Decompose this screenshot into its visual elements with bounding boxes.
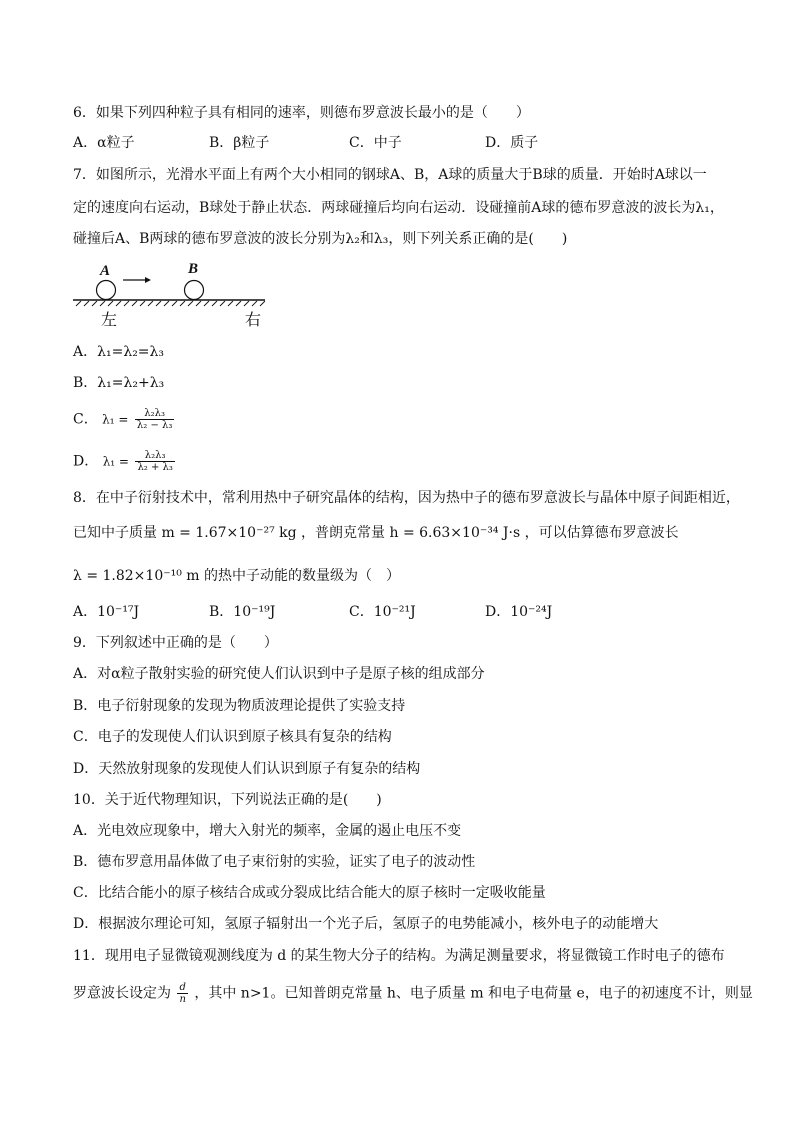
q7-option-a[interactable]: A．λ₁=λ₂=λ₃ <box>73 344 165 360</box>
q7-option-d-fraction <box>135 450 174 473</box>
q8-option-d[interactable]: D．10⁻²⁴J <box>485 604 553 620</box>
ball-b <box>185 281 204 300</box>
ground-hatching <box>76 301 265 306</box>
q8-stem-line-3: λ = 1.82×10⁻¹⁰ m 的热中子动能的数量级为（ ） <box>73 568 401 584</box>
q7-option-c[interactable] <box>73 408 176 431</box>
q7-option-c-prefix: C． <box>73 411 98 428</box>
q11-stem-line-2 <box>73 982 753 1005</box>
q7-option-d-denominator: λ₂ + λ₃ <box>137 462 173 473</box>
q9-stem: 9．下列叙述中正确的是（ ） <box>73 635 278 651</box>
q9-option-c[interactable]: C．电子的发现使人们认识到原子核具有复杂的结构 <box>73 729 392 745</box>
q11-wavelength-fraction <box>177 982 187 1005</box>
q8-stem-line-1: 8．在中子衍射技术中，常利用热中子研究晶体的结构，因为热中子的德布罗意波长与晶体中原子间距相近， <box>73 490 740 506</box>
q7-stem-line-3: 碰撞后A、B两球的德布罗意波的波长分别为λ₂和λ₃，则下列关系正确的是( ) <box>73 231 568 247</box>
q7-stem-line-2: 定的速度向右运动，B球处于静止状态．两球碰撞后均向右运动．设碰撞前A球的德布罗意波的波长为λ₁， <box>73 200 724 216</box>
q7-option-d-lhs: λ₁ = <box>102 454 129 469</box>
q8-option-c[interactable]: C．10⁻²¹J <box>349 604 416 620</box>
left-label: 左 <box>101 310 118 329</box>
ball-a-label: A <box>100 263 111 279</box>
q11-fraction-denominator: n <box>179 994 186 1005</box>
q7-option-c-denominator: λ₂ − λ₃ <box>136 420 173 431</box>
q7-option-c-lhs: λ₁ = <box>102 412 129 427</box>
q8-option-a[interactable]: A．10⁻¹⁷J <box>73 604 140 620</box>
q11-line-2-prefix: 罗意波长设定为 <box>73 985 171 1002</box>
q6-option-c[interactable]: C．中子 <box>349 135 402 151</box>
q9-option-d[interactable]: D．天然放射现象的发现使人们认识到原子有复杂的结构 <box>73 761 421 777</box>
q10-option-d[interactable]: D．根据波尔理论可知，氢原子辐射出一个光子后，氢原子的电势能减小，核外电子的动能增大 <box>73 916 659 932</box>
ball-b-label: B <box>188 261 199 277</box>
q10-option-b[interactable]: B．德布罗意用晶体做了电子束衍射的实验，证实了电子的波动性 <box>73 854 476 870</box>
q6-stem: 6．如果下列四种粒子具有相同的速率，则德布罗意波长最小的是（ ） <box>73 105 530 121</box>
q6-option-b[interactable]: B．β粒子 <box>209 135 270 151</box>
q7-option-d-prefix: D． <box>73 453 99 470</box>
q11-stem-line-1: 11．现用电子显微镜观测线度为 d 的某生物大分子的结构。为满足测量要求，将显微镜工作时电子的德布 <box>73 948 725 964</box>
q8-option-b[interactable]: B．10⁻¹⁹J <box>209 604 276 620</box>
q9-option-a[interactable]: A．对α粒子散射实验的研究使人们认识到中子是原子核的组成部分 <box>73 666 485 682</box>
velocity-arrow-head <box>145 277 151 283</box>
q7-option-d-numerator: λ₂λ₃ <box>135 450 174 462</box>
collision-figure <box>73 258 268 330</box>
q7-collision-diagram <box>73 258 268 330</box>
q8-stem-line-2: 已知中子质量 m = 1.67×10⁻²⁷ kg ，普朗克常量 h = 6.63×10⁻³⁴ J·s ，可以估算德布罗意波长 <box>73 525 679 541</box>
q11-line-2-suffix: ，其中 n>1。已知普朗克常量 h、电子质量 m 和电子电荷量 e，电子的初速度不计，则显 <box>194 985 753 1002</box>
q7-option-b[interactable]: B．λ₁=λ₂+λ₃ <box>73 375 165 391</box>
q6-option-a[interactable]: A．α粒子 <box>73 135 135 151</box>
q7-option-d[interactable] <box>73 450 177 473</box>
q7-option-c-fraction <box>135 408 174 431</box>
q6-option-d[interactable]: D．质子 <box>485 135 539 151</box>
ball-a <box>97 281 116 300</box>
right-label: 右 <box>245 310 262 329</box>
q7-option-c-numerator: λ₂λ₃ <box>135 408 174 420</box>
q10-stem: 10．关于近代物理知识，下列说法正确的是( ) <box>73 792 382 808</box>
q9-option-b[interactable]: B．电子衍射现象的发现为物质波理论提供了实验支持 <box>73 698 406 714</box>
q10-option-c[interactable]: C．比结合能小的原子核结合成或分裂成比结合能大的原子核时一定吸收能量 <box>73 885 546 901</box>
q7-stem-line-1: 7．如图所示，光滑水平面上有两个大小相同的钢球A、B，A球的质量大于B球的质量．开始时A球以一 <box>73 167 707 183</box>
q10-option-a[interactable]: A．光电效应现象中，增大入射光的频率，金属的遏止电压不变 <box>73 823 462 839</box>
q11-fraction-numerator: d <box>177 982 187 994</box>
